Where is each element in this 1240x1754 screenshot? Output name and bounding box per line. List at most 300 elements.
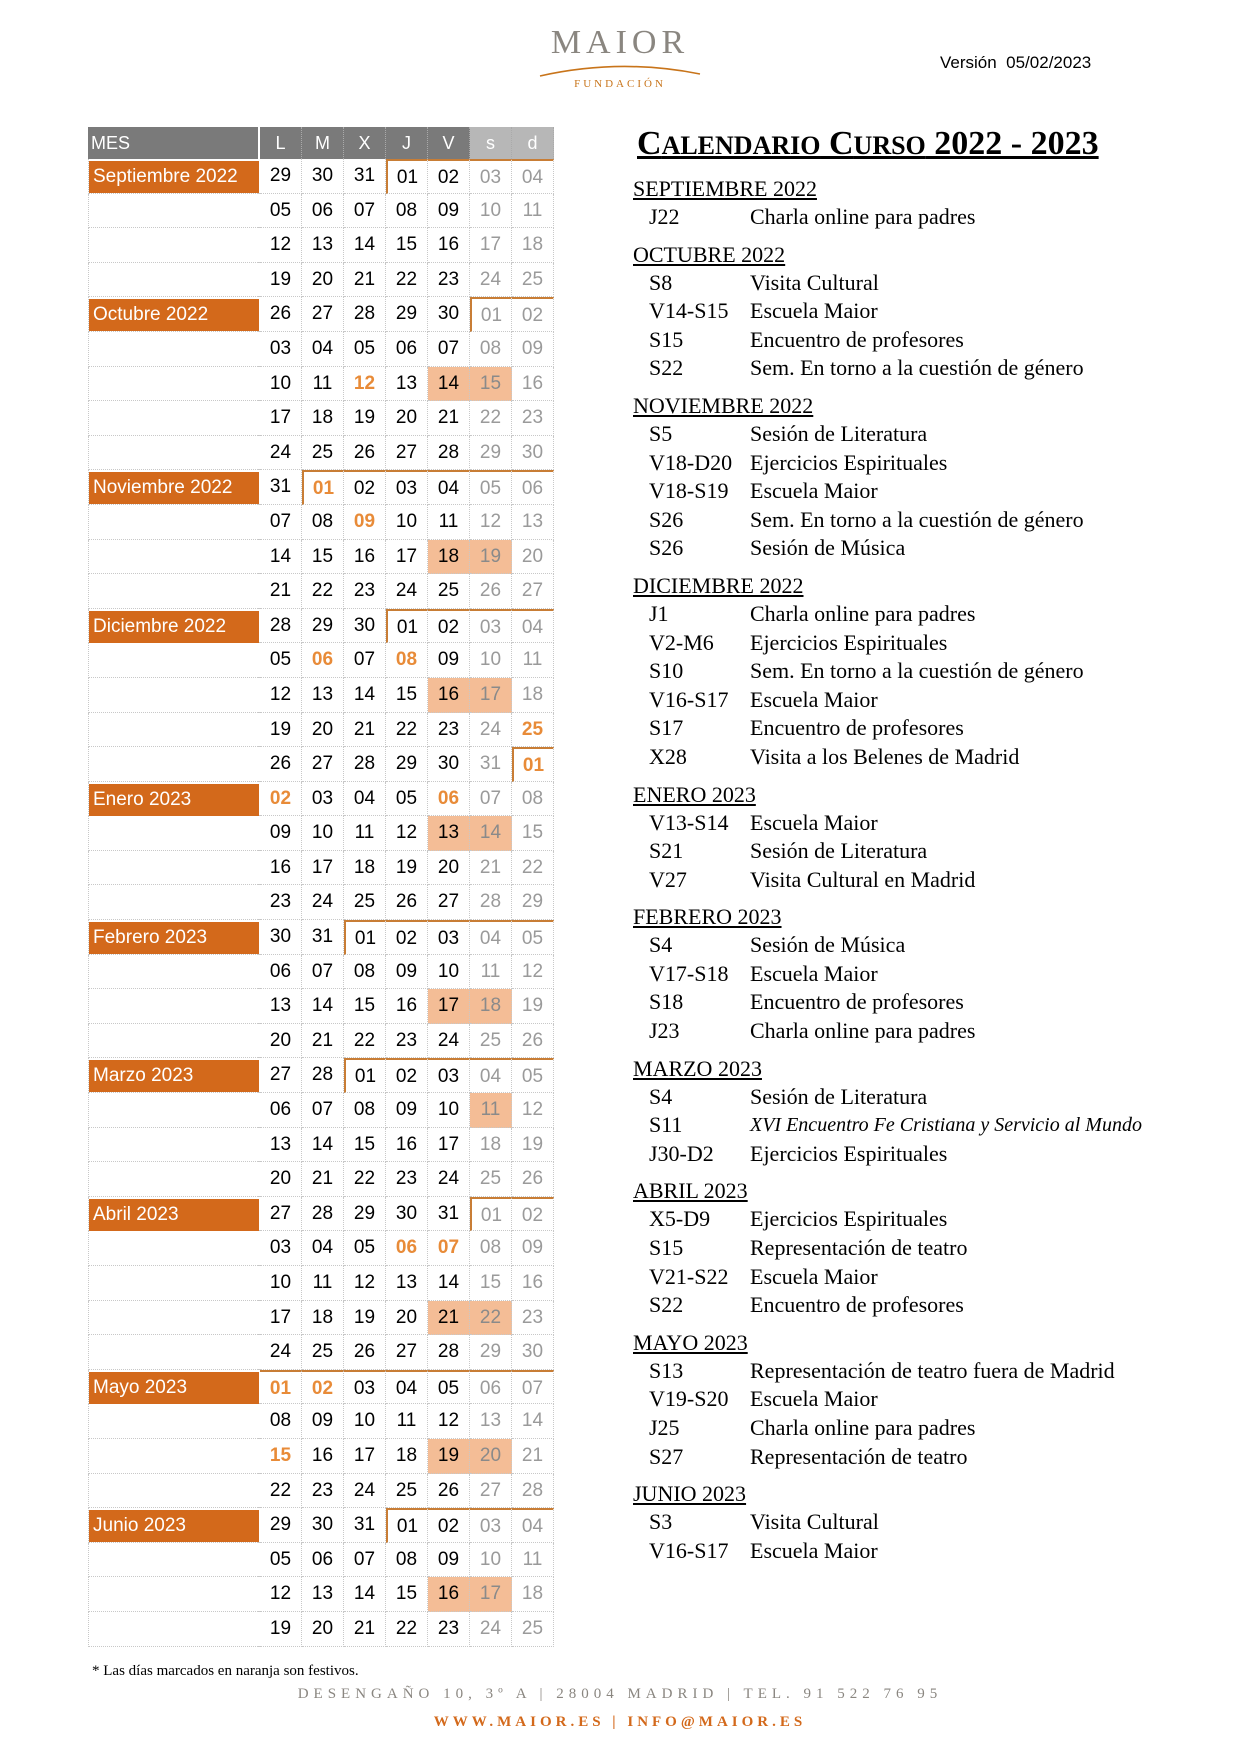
event-section: [633, 1177, 1223, 1319]
day-cell: 29: [470, 436, 512, 471]
day-cell: 26: [386, 885, 428, 920]
day-cell: 04: [302, 1231, 344, 1266]
event-item: [633, 1083, 1223, 1112]
day-cell: 21: [512, 1439, 554, 1474]
day-cell: 15: [470, 367, 512, 402]
day-cell: 10: [470, 194, 512, 229]
day-cell: 17: [260, 401, 302, 436]
month-label: Octubre 2022: [89, 299, 259, 331]
week-row: [88, 367, 558, 402]
event-code: S4: [649, 1083, 673, 1109]
day-cell: 05: [386, 782, 428, 817]
day-cell: 04: [386, 1370, 428, 1405]
event-item: [633, 600, 1223, 629]
day-cell: 23: [428, 1612, 470, 1647]
day-cell: 03: [344, 1370, 386, 1405]
event-month-heading: NOVIEMBRE 2022: [633, 392, 814, 418]
header-day: s: [470, 127, 512, 159]
event-title: Ejercicios Espirituales: [750, 1206, 948, 1232]
day-cell: 01: [512, 747, 554, 782]
event-month-heading: OCTUBRE 2022: [633, 241, 786, 267]
event-item: [633, 1234, 1223, 1263]
day-cell: 23: [428, 713, 470, 748]
day-cell: 03: [260, 332, 302, 367]
event-item: [633, 988, 1223, 1017]
month-cell: [88, 609, 258, 644]
day-cell: 06: [512, 470, 554, 505]
day-cell: 28: [344, 297, 386, 332]
day-cell: 20: [512, 540, 554, 575]
day-cell: 15: [386, 678, 428, 713]
day-cell: 04: [470, 1058, 512, 1093]
day-cell: 20: [260, 1024, 302, 1059]
week-row: [88, 609, 558, 644]
day-cell: 07: [344, 194, 386, 229]
day-cell: 14: [344, 678, 386, 713]
day-cell: 08: [386, 1543, 428, 1578]
day-cell: 17: [428, 989, 470, 1024]
header-month: MES: [88, 127, 258, 159]
day-cell: 06: [302, 194, 344, 229]
event-title: Ejercicios Espirituales: [750, 629, 948, 655]
event-item: [633, 1414, 1223, 1443]
day-cell: 01: [302, 470, 344, 505]
day-cell: 08: [512, 782, 554, 817]
day-cell: 25: [302, 436, 344, 471]
day-cell: 24: [260, 436, 302, 471]
week-row: [88, 1231, 558, 1266]
event-title: Encuentro de profesores: [750, 326, 964, 352]
day-cell: 29: [302, 609, 344, 644]
week-row: [88, 1197, 558, 1232]
month-cell: [88, 1301, 258, 1336]
day-cell: 10: [344, 1404, 386, 1439]
month-cell: [88, 470, 258, 505]
version-date: Versión 05/02/2023: [940, 53, 1092, 72]
week-row: [88, 816, 558, 851]
day-cell: 28: [512, 1474, 554, 1509]
week-row: [88, 1301, 558, 1336]
day-cell: 29: [260, 1508, 302, 1543]
title-part: URSO: [853, 131, 926, 160]
month-cell: [88, 297, 258, 332]
day-cell: 12: [344, 367, 386, 402]
event-item: [633, 629, 1223, 658]
day-cell: 18: [344, 851, 386, 886]
day-cell: 16: [428, 228, 470, 263]
event-item: [633, 477, 1223, 506]
event-title: Escuela Maior: [750, 809, 878, 835]
week-row: [88, 1162, 558, 1197]
event-title: Visita Cultural: [750, 1509, 879, 1535]
month-cell: [88, 159, 258, 194]
day-cell: 19: [344, 1301, 386, 1336]
week-row: [88, 297, 558, 332]
event-title: Escuela Maior: [750, 1537, 878, 1563]
day-cell: 04: [512, 609, 554, 644]
day-cell: 11: [386, 1404, 428, 1439]
event-item: [633, 269, 1223, 298]
day-cell: 13: [512, 505, 554, 540]
day-cell: 17: [470, 228, 512, 263]
event-section: [633, 392, 1223, 563]
week-row: [88, 332, 558, 367]
day-cell: 12: [512, 955, 554, 990]
day-cell: 05: [344, 332, 386, 367]
day-cell: 27: [386, 436, 428, 471]
day-cell: 06: [302, 643, 344, 678]
day-cell: 23: [302, 1474, 344, 1509]
day-cell: 16: [428, 1577, 470, 1612]
day-cell: 07: [344, 1543, 386, 1578]
day-cell: 15: [344, 989, 386, 1024]
month-cell: [88, 228, 258, 263]
event-item: [633, 1205, 1223, 1234]
day-cell: 05: [470, 470, 512, 505]
month-cell: [88, 851, 258, 886]
week-row: [88, 159, 558, 194]
event-code: V16-S17: [649, 1537, 729, 1563]
day-cell: 01: [386, 609, 428, 644]
day-cell: 19: [260, 263, 302, 298]
day-cell: 16: [302, 1439, 344, 1474]
day-cell: 01: [470, 297, 512, 332]
day-cell: 13: [260, 1128, 302, 1163]
day-cell: 11: [302, 367, 344, 402]
event-code: X5-D9: [649, 1206, 711, 1232]
event-month-heading: ABRIL 2023: [633, 1178, 748, 1204]
event-title: Charla online para padres: [750, 1415, 976, 1440]
month-cell: [88, 1024, 258, 1059]
week-row: [88, 505, 558, 540]
day-cell: 25: [386, 1474, 428, 1509]
day-cell: 19: [512, 1128, 554, 1163]
day-cell: 10: [260, 367, 302, 402]
day-cell: 25: [470, 1162, 512, 1197]
day-cell: 14: [302, 1128, 344, 1163]
day-cell: 05: [260, 1543, 302, 1578]
event-code: X28: [649, 743, 687, 769]
day-cell: 11: [344, 816, 386, 851]
day-cell: 16: [386, 1128, 428, 1163]
event-section: [633, 1055, 1223, 1169]
event-code: S27: [649, 1443, 684, 1469]
day-cell: 06: [386, 1231, 428, 1266]
day-cell: 28: [260, 609, 302, 644]
event-item: [633, 714, 1223, 743]
event-title: Encuentro de profesores: [750, 1292, 964, 1318]
week-row: [88, 1335, 558, 1370]
day-cell: 24: [386, 574, 428, 609]
day-cell: 02: [386, 920, 428, 955]
week-row: [88, 1024, 558, 1059]
week-row: [88, 1266, 558, 1301]
header-day: d: [512, 127, 554, 159]
week-row: [88, 1404, 558, 1439]
week-row: [88, 678, 558, 713]
day-cell: 03: [470, 609, 512, 644]
day-cell: 25: [428, 574, 470, 609]
event-code: V19-S20: [649, 1386, 729, 1412]
day-cell: 05: [344, 1231, 386, 1266]
month-cell: [88, 782, 258, 817]
day-cell: 07: [260, 505, 302, 540]
day-cell: 25: [512, 1612, 554, 1647]
day-cell: 12: [470, 505, 512, 540]
month-cell: [88, 1197, 258, 1232]
event-item: [633, 449, 1223, 478]
month-cell: [88, 505, 258, 540]
day-cell: 09: [512, 332, 554, 367]
day-cell: 15: [344, 1128, 386, 1163]
day-cell: 01: [386, 1508, 428, 1543]
day-cell: 09: [428, 1543, 470, 1578]
month-cell: [88, 1543, 258, 1578]
day-cell: 31: [470, 747, 512, 782]
fundacion-maior-logo: [520, 24, 720, 114]
day-cell: 04: [512, 159, 554, 194]
event-title: Encuentro de profesores: [750, 989, 964, 1015]
day-cell: 20: [428, 851, 470, 886]
event-title: Ejercicios Espirituales: [750, 1140, 948, 1166]
day-cell: 16: [512, 367, 554, 402]
day-cell: 23: [512, 401, 554, 436]
event-title: Representación de teatro: [750, 1235, 968, 1261]
day-cell: 31: [302, 920, 344, 955]
event-code: V2-M6: [649, 629, 714, 655]
month-cell: [88, 574, 258, 609]
event-item: [633, 534, 1223, 563]
month-cell: [88, 1508, 258, 1543]
event-title: Sem. En torno a la cuestión de género: [750, 355, 1084, 381]
day-cell: 27: [302, 297, 344, 332]
event-code: S11: [649, 1112, 683, 1138]
event-title: Sesión de Música: [750, 535, 906, 561]
day-cell: 11: [512, 194, 554, 229]
day-cell: 03: [428, 1058, 470, 1093]
day-cell: 02: [386, 1058, 428, 1093]
day-cell: 12: [512, 1093, 554, 1128]
event-code: V18-S19: [649, 478, 729, 504]
day-cell: 05: [260, 194, 302, 229]
day-cell: 08: [470, 332, 512, 367]
week-row: [88, 782, 558, 817]
day-cell: 10: [428, 955, 470, 990]
event-title: Sem. En torno a la cuestión de género: [750, 658, 1084, 684]
event-title: Representación de teatro: [750, 1443, 968, 1469]
day-cell: 31: [260, 470, 302, 505]
day-cell: 14: [260, 540, 302, 575]
header-day: X: [344, 127, 386, 159]
month-cell: [88, 885, 258, 920]
day-cell: 12: [386, 816, 428, 851]
day-cell: 14: [428, 1266, 470, 1301]
day-cell: 13: [470, 1404, 512, 1439]
day-cell: 21: [428, 401, 470, 436]
day-cell: 12: [260, 678, 302, 713]
logo-swoosh-icon: [535, 64, 705, 78]
month-cell: [88, 1058, 258, 1093]
event-title: Charla online para padres: [750, 600, 976, 626]
week-row: [88, 263, 558, 298]
title-part: ALENDARIO: [661, 131, 821, 160]
day-cell: 20: [260, 1162, 302, 1197]
day-cell: 12: [260, 228, 302, 263]
day-cell: 13: [302, 228, 344, 263]
day-cell: 31: [428, 1197, 470, 1232]
day-cell: 22: [470, 401, 512, 436]
day-cell: 09: [428, 643, 470, 678]
month-label: Enero 2023: [89, 784, 259, 816]
event-title: Escuela Maior: [750, 298, 878, 324]
event-title: Charla online para padres: [750, 204, 976, 229]
footer-address: DESENGAÑO 10, 3º A | 28004 MADRID | TEL. 91 522 76 95: [297, 1686, 943, 1702]
day-cell: 26: [344, 1335, 386, 1370]
day-cell: 17: [344, 1439, 386, 1474]
month-label: Febrero 2023: [89, 922, 259, 954]
day-cell: 12: [428, 1404, 470, 1439]
day-cell: 14: [512, 1404, 554, 1439]
day-cell: 15: [386, 1577, 428, 1612]
event-code: S26: [649, 535, 684, 561]
month-cell: [88, 1577, 258, 1612]
day-cell: 28: [302, 1058, 344, 1093]
event-item: [633, 326, 1223, 355]
month-cell: [88, 1474, 258, 1509]
event-title: Escuela Maior: [750, 478, 878, 504]
day-cell: 13: [302, 678, 344, 713]
day-cell: 14: [428, 367, 470, 402]
event-code: J1: [649, 600, 669, 626]
event-item: [633, 686, 1223, 715]
day-cell: 21: [428, 1301, 470, 1336]
day-cell: 18: [512, 228, 554, 263]
day-cell: 09: [386, 955, 428, 990]
event-code: S18: [649, 989, 684, 1015]
day-cell: 04: [344, 782, 386, 817]
month-cell: [88, 194, 258, 229]
day-cell: 07: [344, 643, 386, 678]
day-cell: 02: [344, 470, 386, 505]
week-row: [88, 885, 558, 920]
day-cell: 31: [344, 159, 386, 194]
day-cell: 06: [428, 782, 470, 817]
day-cell: 27: [470, 1474, 512, 1509]
month-label: Abril 2023: [89, 1199, 259, 1231]
day-cell: 15: [302, 540, 344, 575]
day-cell: 08: [386, 643, 428, 678]
event-item: [633, 743, 1223, 772]
day-cell: 06: [470, 1370, 512, 1405]
month-label: Mayo 2023: [89, 1372, 259, 1404]
day-cell: 17: [302, 851, 344, 886]
day-cell: 17: [386, 540, 428, 575]
day-cell: 14: [344, 1577, 386, 1612]
day-cell: 19: [386, 851, 428, 886]
week-row: [88, 989, 558, 1024]
day-cell: 08: [344, 955, 386, 990]
day-cell: 16: [512, 1266, 554, 1301]
day-cell: 24: [260, 1335, 302, 1370]
day-cell: 25: [512, 263, 554, 298]
title-part: 2022 - 2023: [925, 125, 1099, 162]
day-cell: 03: [428, 920, 470, 955]
event-code: S22: [649, 1292, 684, 1318]
day-cell: 03: [302, 782, 344, 817]
day-cell: 21: [260, 574, 302, 609]
day-cell: 01: [344, 1058, 386, 1093]
day-cell: 26: [428, 1474, 470, 1509]
day-cell: 07: [428, 1231, 470, 1266]
month-label: Diciembre 2022: [89, 611, 259, 643]
day-cell: 08: [302, 505, 344, 540]
day-cell: 09: [386, 1093, 428, 1128]
event-month-heading: MARZO 2023: [633, 1055, 762, 1081]
day-cell: 18: [302, 1301, 344, 1336]
event-section: [633, 572, 1223, 772]
week-row: [88, 747, 558, 782]
event-section: [633, 903, 1223, 1045]
day-cell: 02: [428, 609, 470, 644]
day-cell: 13: [260, 989, 302, 1024]
day-cell: 07: [302, 1093, 344, 1128]
day-cell: 21: [344, 713, 386, 748]
event-item: [633, 1291, 1223, 1320]
month-cell: [88, 955, 258, 990]
event-month-heading: SEPTIEMBRE 2022: [633, 176, 817, 201]
day-cell: 25: [344, 885, 386, 920]
day-cell: 18: [512, 678, 554, 713]
day-cell: 20: [470, 1439, 512, 1474]
week-row: [88, 574, 558, 609]
day-cell: 18: [302, 401, 344, 436]
day-cell: 06: [260, 955, 302, 990]
day-cell: 29: [470, 1335, 512, 1370]
day-cell: 21: [470, 851, 512, 886]
day-cell: 01: [344, 920, 386, 955]
month-cell: [88, 747, 258, 782]
event-month-heading: FEBRERO 2023: [633, 904, 782, 930]
day-cell: 03: [260, 1231, 302, 1266]
day-cell: 01: [386, 159, 428, 194]
day-cell: 11: [470, 1093, 512, 1128]
day-cell: 05: [512, 920, 554, 955]
day-cell: 09: [428, 194, 470, 229]
event-code: S5: [649, 420, 673, 446]
event-title: Sesión de Literatura: [750, 1083, 928, 1109]
event-item: [633, 1357, 1223, 1386]
day-cell: 04: [302, 332, 344, 367]
day-cell: 15: [470, 1266, 512, 1301]
month-cell: [88, 920, 258, 955]
event-title: Sesión de Literatura: [750, 420, 928, 446]
event-title: Sesión de Literatura: [750, 838, 928, 864]
day-cell: 20: [386, 401, 428, 436]
event-code: V16-S17: [649, 686, 729, 712]
week-row: [88, 1577, 558, 1612]
event-title: Ejercicios Espirituales: [750, 449, 948, 475]
month-cell: [88, 1266, 258, 1301]
day-cell: 09: [512, 1231, 554, 1266]
calendar-table: [88, 127, 558, 1647]
day-cell: 22: [470, 1301, 512, 1336]
event-title: XVI Encuentro Fe Cristiana y Servicio al Mundo: [750, 1114, 1142, 1137]
week-row: [88, 228, 558, 263]
event-code: S4: [649, 932, 673, 958]
day-cell: 04: [512, 1508, 554, 1543]
event-item: [633, 420, 1223, 449]
day-cell: 29: [260, 159, 302, 194]
